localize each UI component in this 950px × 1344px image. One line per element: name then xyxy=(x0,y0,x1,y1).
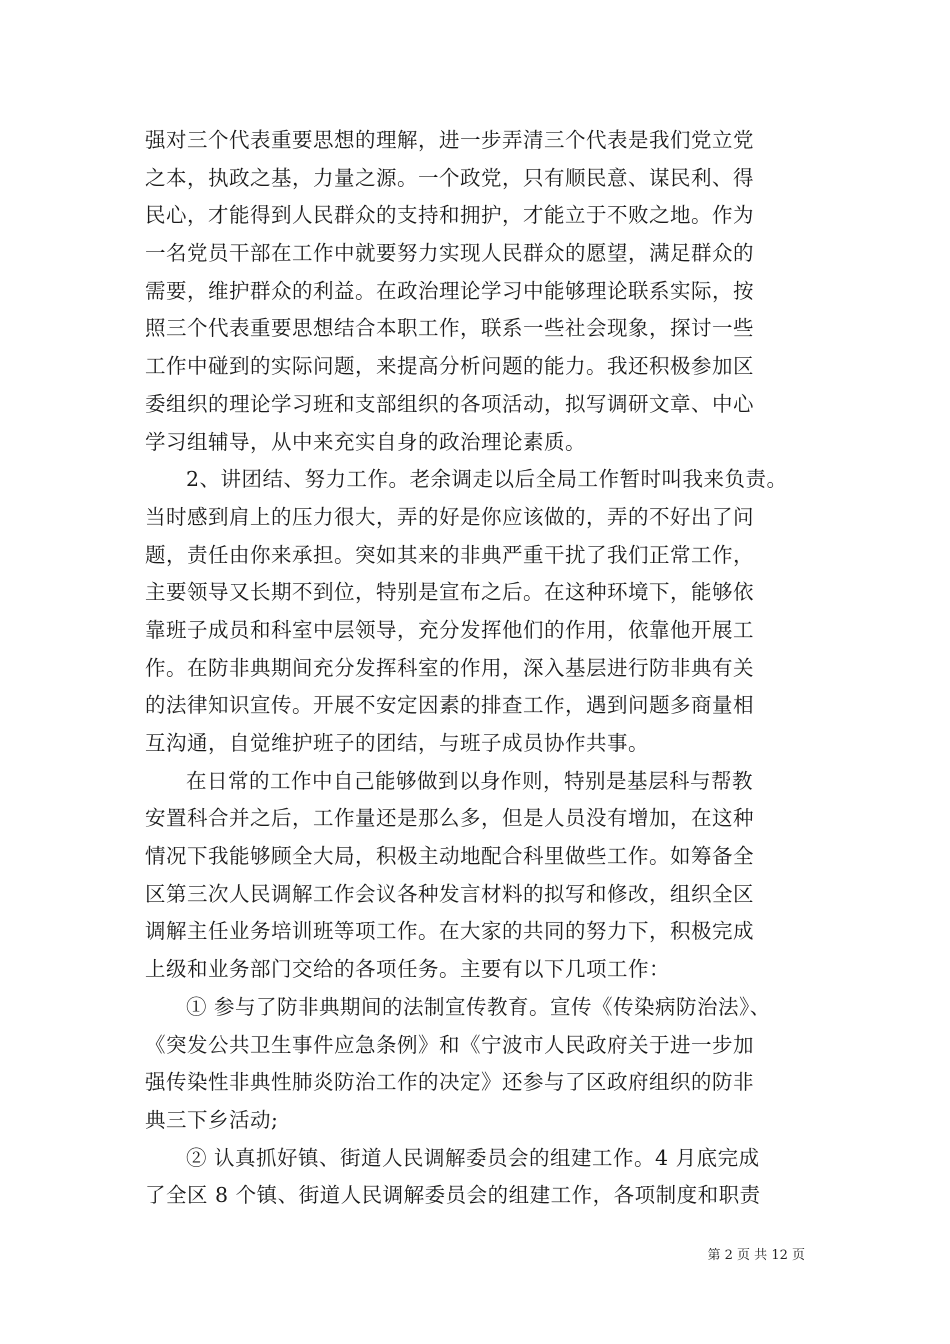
text-line: 情况下我能够顾全大局，积极主动地配合科里做些工作。如筹备全 xyxy=(145,844,754,869)
text-line: 需要，维护群众的利益。在政治理论学习中能够理论联系实际，按 xyxy=(145,278,754,303)
text-line: 主要领导又长期不到位，特别是宣布之后。在这种环境下，能够依 xyxy=(145,580,754,605)
text-line: ① 参与了防非典期间的法制宣传教育。宣传《传染病防治法》、 xyxy=(186,994,771,1019)
text-line: 了全区 8 个镇、街道人民调解委员会的组建工作，各项制度和职责 xyxy=(145,1183,761,1208)
text-line: 2、讲团结、努力工作。老余调走以后全局工作暂时叫我来负责。 xyxy=(186,467,788,492)
text-line: 工作中碰到的实际问题，来提高分析问题的能力。我还积极参加区 xyxy=(145,354,754,379)
text-line: 学习组辅导，从中来充实自身的政治理论素质。 xyxy=(145,429,586,454)
text-line: 当时感到肩上的压力很大，弄的好是你应该做的，弄的不好出了问 xyxy=(145,504,754,529)
text-line: 上级和业务部门交给的各项任务。主要有以下几项工作： xyxy=(145,957,670,982)
text-line: 区第三次人民调解工作会议各种发言材料的拟写和修改，组织全区 xyxy=(145,881,754,906)
text-line: 题，责任由你来承担。突如其来的非典严重干扰了我们正常工作， xyxy=(145,542,754,567)
text-line: 民心，才能得到人民群众的支持和拥护，才能立于不败之地。作为 xyxy=(145,203,754,228)
text-line: 安置科合并之后，工作量还是那么多，但是人员没有增加，在这种 xyxy=(145,806,754,831)
text-line: 的法律知识宣传。开展不安定因素的排查工作，遇到问题多商量相 xyxy=(145,693,754,718)
text-line: 在日常的工作中自己能够做到以身作则，特别是基层科与帮教 xyxy=(186,768,753,793)
text-line: 强对三个代表重要思想的理解，进一步弄清三个代表是我们党立党 xyxy=(145,128,754,152)
text-line: 之本，执政之基，力量之源。一个政党，只有顺民意、谋民利、得 xyxy=(145,165,754,190)
text-line: 互沟通，自觉维护班子的团结，与班子成员协作共事。 xyxy=(145,731,649,755)
text-line: 《突发公共卫生事件应急条例》和《宁波市人民政府关于进一步加 xyxy=(145,1032,754,1057)
text-line: 一名党员干部在工作中就要努力实现人民群众的愿望，满足群众的 xyxy=(145,241,754,266)
text-line: 典三下乡活动; xyxy=(145,1107,279,1132)
page-number-footer: 第 2 页 共 12 页 xyxy=(707,1248,805,1263)
text-line: 作。在防非典期间充分发挥科室的作用，深入基层进行防非典有关 xyxy=(145,655,754,680)
text-line: 照三个代表重要思想结合本职工作，联系一些社会现象，探讨一些 xyxy=(145,316,754,341)
text-line: 靠班子成员和科室中层领导，充分发挥他们的作用，依靠他开展工 xyxy=(145,617,754,642)
text-line: 强传染性非典性肺炎防治工作的决定》还参与了区政府组织的防非 xyxy=(145,1070,754,1095)
text-line: 委组织的理论学习班和支部组织的各项活动，拟写调研文章、中心 xyxy=(145,391,754,416)
text-line: ② 认真抓好镇、街道人民调解委员会的组建工作。4 月底完成 xyxy=(186,1145,760,1170)
document-body xyxy=(145,122,813,1215)
text-line: 调解主任业务培训班等项工作。在大家的共同的努力下，积极完成 xyxy=(145,919,754,944)
